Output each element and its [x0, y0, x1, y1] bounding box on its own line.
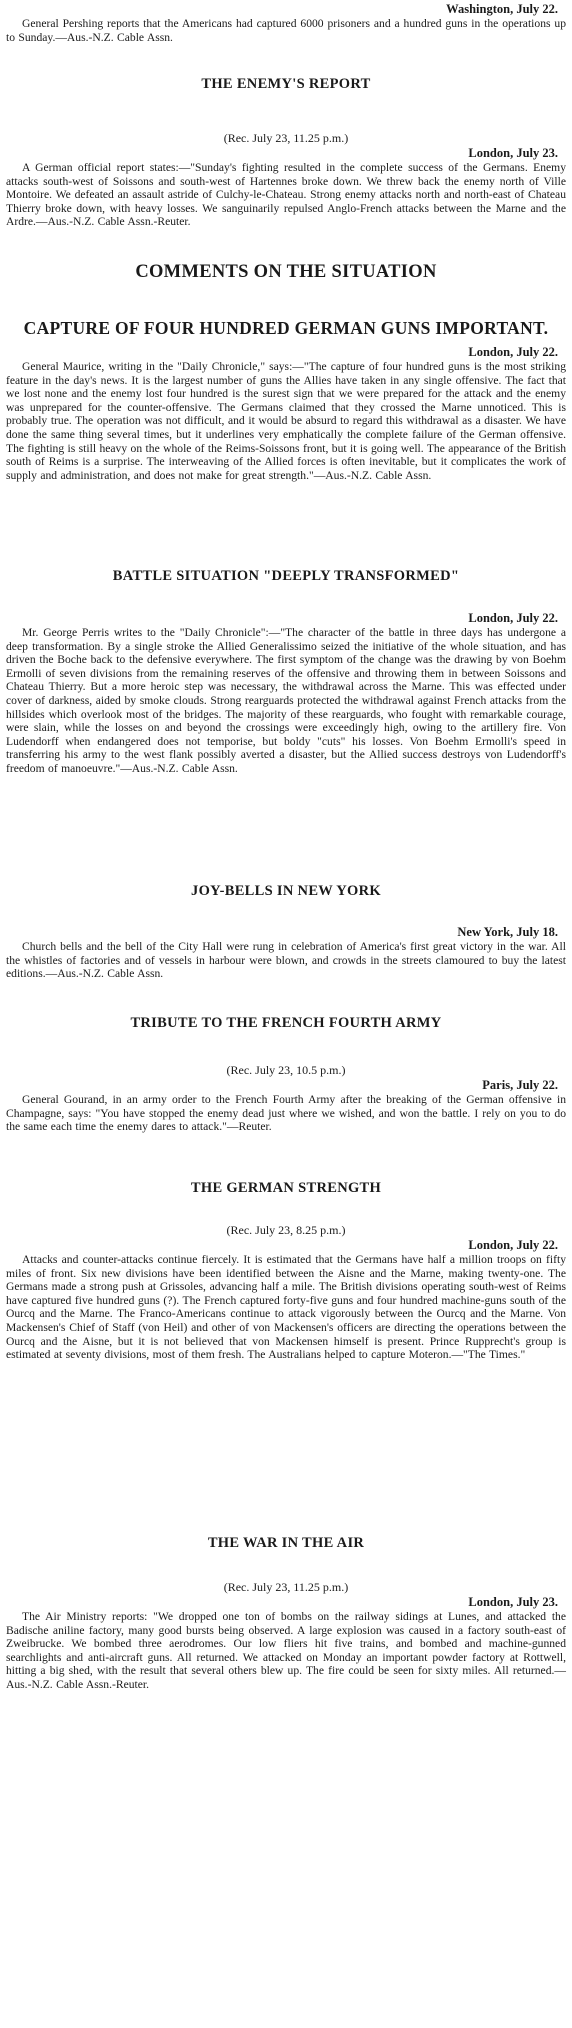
- article-body: General Maurice, writing in the "Daily Chronicle," says:—"The capture of four hundred guns is the most striking feature in the day's news. It is the largest number of guns the Allies have taken in any single offensive. The fact that we lost none and the enemy lost four hundred is the surest sign that we were prepared for the attack and the enemy was unprepared for the counter-offensive. The Germans claimed that they crossed the Marne unnoticed. This is probably true. The operation was not difficult, and it would be absurd to regard this withdrawal as a disaster. We have done the same thing several times, but it underlines very emphatically the complete failure of the German offensive. The fighting is still heavy on the whole of the Reims-Soissons front, but it is going well. The appearance of the British south of Reims is a surprise. The interweaving of the Allied forces is often inevitable, but it complicates the work of supply and administration, and does not make for great strength."—Aus.-N.Z. Cable Assn.: [6, 360, 566, 482]
- article-body: Mr. George Perris writes to the "Daily Chronicle":—"The character of the battle in three days has undergone a deep transformation. By a single stroke the Allied Generalissimo seized the initiative of the whole situation, and has driven the Boche back to the defensive everywhere. The first symptom of the change was the drawing by von Boehm Ermolli of seven divisions from the remaining reserves of the offensive and throwing them in between Soissons and Chateau Thierry. But a more heroic step was necessary, the withdrawal across the Marne. This was effected under cover of darkness, aided by smoke clouds. Strong rearguards protected the withdrawal against French attacks from the hillsides which overlook most of the bridges. The majority of these rearguards, who fought with remarkable courage, were slain, while the losses on and beyond the crossings were exceedingly high, owing to the artillery fire. Von Ludendorff when endangered does not temporise, but boldy "cuts" his losses. Von Boehm Ermolli's speed in transferring his army to the west flank possibly averted a disaster, but the Allied success destroys von Ludendorff's freedom of manoeuvre."—Aus.-N.Z. Cable Assn.: [6, 626, 566, 775]
- headline: TRIBUTE TO THE FRENCH FOURTH ARMY: [130, 1015, 442, 1031]
- dateline: New York, July 18.: [457, 925, 558, 939]
- headline: CAPTURE OF FOUR HUNDRED GERMAN GUNS IMPORTANT.: [23, 318, 549, 338]
- article-fourth-army: [6, 1015, 566, 1032]
- received-time: (Rec. July 23, 11.25 p.m.): [223, 131, 349, 145]
- article-enemy-report: [6, 76, 566, 93]
- dateline: London, July 22.: [468, 611, 558, 625]
- dateline: Washington, July 22.: [446, 2, 558, 16]
- dateline: Paris, July 22.: [482, 1078, 558, 1092]
- article-four-hundred-guns-body: [6, 345, 566, 482]
- dateline: London, July 23.: [468, 1595, 558, 1609]
- dateline: London, July 23.: [468, 146, 558, 160]
- article-war-in-air-body: [6, 1580, 566, 1692]
- article-joy-bells-body: [6, 925, 566, 981]
- article-enemy-report-body: [6, 131, 566, 229]
- article-four-hundred-guns: [6, 318, 566, 339]
- section-headline: COMMENTS ON THE SITUATION: [135, 262, 437, 282]
- newspaper-page: [6, 0, 566, 1691]
- article-body: The Air Ministry reports: "We dropped one ton of bombs on the railway sidings at Lunes, and attacked the Badische aniline factory, many good bursts being observed. A large explosion was caused in a factory south-east of Zweibrucke. We bombed three aerodromes. Our low fliers hit five trains, and bombed and machine-gunned searchlights and anti-aircraft guns. All returned. We attacked on Monday an important powder factory at Rottwell, hitting a big shed, with the result that several others blew up. The fire could be seen for sixty miles. All returned.—Aus.-N.Z. Cable Assn.-Reuter.: [6, 1610, 566, 1691]
- article-body: General Pershing reports that the Americans had captured 6000 prisoners and a hundred guns in the operations up to Sunday.—Aus.-N.Z. Cable Assn.: [6, 17, 566, 44]
- article-german-strength: [6, 1180, 566, 1197]
- article-war-in-air: [6, 1535, 566, 1552]
- article-battle-situation: [6, 568, 566, 585]
- headline: THE ENEMY'S REPORT: [201, 76, 371, 92]
- received-time: (Rec. July 23, 10.5 p.m.): [226, 1063, 346, 1077]
- article-pershing: [6, 2, 566, 44]
- article-joy-bells: [6, 883, 566, 900]
- article-body: A German official report states:—"Sunday's fighting resulted in the complete success of the Germans. Enemy attacks south-west of Soissons and south-west of Hartennes broke down. We threw back the enemy north of Ville Montoire. We defeated an assault astride of Culchy-le-Chateau. Strong enemy attacks north and north-east of Chateau Thierry broke down, with heavy losses. We sanguinarily repulsed Anglo-French attacks between the Marne and the Ardre.—Aus.-N.Z. Cable Assn.-Reuter.: [6, 161, 566, 229]
- headline: THE GERMAN STRENGTH: [190, 1180, 382, 1196]
- dateline: London, July 22.: [468, 345, 558, 359]
- received-time: (Rec. July 23, 8.25 p.m.): [226, 1223, 346, 1237]
- dateline: London, July 22.: [468, 1238, 558, 1252]
- article-battle-situation-body: [6, 611, 566, 776]
- article-body: General Gourand, in an army order to the French Fourth Army after the breaking of the German offensive in Champagne, says: "You have stopped the enemy dead just where we wished, and won the battle. I rely on you to do the same each time the enemy dares to attack."—Reuter.: [6, 1093, 566, 1134]
- article-body: Attacks and counter-attacks continue fiercely. It is estimated that the Germans have half a million troops on fifty miles of front. Six new divisions have been identified between the Aisne and the Marne, making twenty-one. The Germans made a strong push at Grissoles, advancing half a mile. The British divisions operating south-west of Reims have captured five hundred guns (?). The French captured forty-five guns and four hundred machine-guns south of the Ourcq and the Marne. The Franco-Americans continue to attack vigorously between the Ourcq and the Marne. Von Mackensen's Chief of Staff (von Heil) and other of von Mackensen's officers are directing the operations between the Ourcq and the Aisne, but it is not believed that von Mackensen himself is present. Prince Rupprecht's group is estimated at seventy divisions, most of them fresh. The Australians helped to capture Moteron.—"The Times.": [6, 1253, 566, 1362]
- received-time: (Rec. July 23, 11.25 p.m.): [223, 1580, 349, 1594]
- article-german-strength-body: [6, 1223, 566, 1362]
- article-body: Church bells and the bell of the City Hall were rung in celebration of America's first great victory in the war. All the whistles of factories and of vessels in harbour were blown, and crowds in the streets clamoured to buy the latest editions.—Aus.-N.Z. Cable Assn.: [6, 940, 566, 981]
- section-comments: [6, 262, 566, 283]
- headline: JOY-BELLS IN NEW YORK: [191, 883, 381, 899]
- headline: BATTLE SITUATION "DEEPLY TRANSFORMED": [112, 568, 460, 584]
- article-fourth-army-body: [6, 1063, 566, 1134]
- headline: THE WAR IN THE AIR: [207, 1535, 365, 1551]
